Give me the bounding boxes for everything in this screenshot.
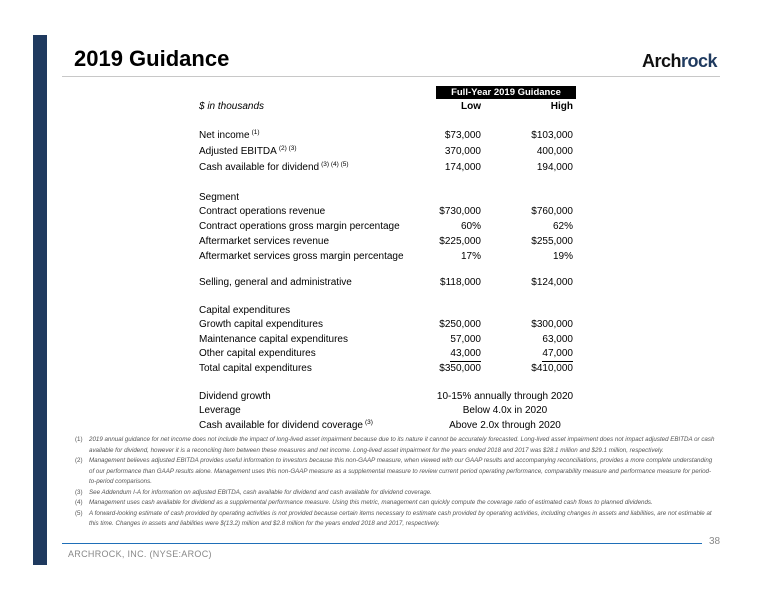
row-low-value: $118,000: [440, 277, 481, 288]
table-row: [199, 220, 579, 234]
row-label: Maintenance capital expenditures: [199, 334, 348, 345]
row-label: Adjusted EBITDA $^{(2) (3)}$: [199, 145, 297, 157]
row-high-value: 47,000: [542, 347, 573, 362]
row-low-value: $225,000: [439, 236, 481, 247]
row-high-value: $103,000: [531, 130, 573, 141]
row-low-value: 43,000: [450, 347, 481, 362]
row-label: Contract operations gross margin percentage: [199, 221, 400, 232]
row-high-value: 194,000: [536, 162, 573, 173]
footnote-item: [75, 435, 715, 456]
row-low-value: 60%: [460, 221, 481, 232]
footnote-text: See Addendum I-A for information on adjusted EBITDA, cash available for dividend and cash available for dividend coverage.: [89, 488, 432, 496]
col-high-header: High: [550, 101, 573, 112]
footnote-ref: (1): [251, 129, 260, 136]
row-high-value: $410,000: [531, 363, 573, 374]
footnote-number: (2): [75, 457, 83, 464]
footnote-item: [75, 498, 715, 509]
footnote-item: [75, 456, 715, 488]
sidebar-accent-bar: [33, 35, 47, 565]
table-row: [199, 276, 579, 290]
footnote-number: (3): [75, 488, 83, 496]
company-logo: Archrock: [642, 51, 718, 71]
row-label: Net income $^{(1)}$: [199, 129, 260, 141]
footnote-text: Management uses cash available for dividend as a supplemental performance measure. Using this metric, management can quickly compute the coverage ratio of estimated cash flows to planned dividends.: [89, 499, 653, 506]
row-high-value: 63,000: [542, 334, 573, 345]
row-label: Dividend growth: [199, 391, 271, 402]
row-label: Aftermarket services gross margin percentage: [199, 251, 404, 262]
table-row: [199, 250, 579, 264]
table-row: [199, 161, 579, 175]
row-low-value: $73,000: [444, 130, 481, 141]
row-low-value: $350,000: [439, 363, 481, 374]
page-number: 38: [709, 536, 721, 547]
row-label: Growth capital expenditures: [199, 319, 323, 330]
row-label: Aftermarket services revenue: [199, 236, 330, 247]
footnote-text: Management believes adjusted EBITDA provides useful information to investors because this non-GAAP measure, when viewed with our GAAP results and accompanying reconciliations, provides a more complete understanding of our performance than GAAP results alone. Management uses this non-GAAP measure as a supplemental measure to review current period operating performance, comparability measure and performance measure for period-to-period comparisons.: [89, 457, 713, 485]
row-label: Cash available for dividend coverage $^{(3)}$: [199, 419, 373, 431]
footnote-item: [75, 509, 715, 530]
row-high-value: $760,000: [531, 206, 573, 217]
row-label: Cash available for dividend $^{(3) (4) (5)}$: [199, 161, 349, 173]
row-high-value: $300,000: [531, 319, 573, 330]
footnote-number: (1): [75, 436, 83, 443]
footnote-ref: (3) (4) (5): [321, 161, 349, 168]
table-row: [199, 191, 579, 205]
row-high-value: 400,000: [536, 146, 573, 157]
row-label: Segment: [199, 192, 240, 203]
table-row: [199, 304, 579, 318]
row-high-value: $124,000: [531, 277, 573, 288]
table-row: [199, 205, 579, 219]
row-high-value: 62%: [552, 221, 573, 232]
row-low-value: 57,000: [450, 334, 481, 345]
row-span-value: 10-15% annually through 2020: [436, 391, 574, 402]
table-row: [199, 404, 579, 418]
row-span-value: Below 4.0x in 2020: [462, 405, 548, 416]
guidance-group-header: Full-Year 2019 Guidance: [436, 86, 576, 99]
units-label: $ in thousands: [199, 101, 265, 112]
table-row: [199, 347, 579, 361]
table-header-row: [199, 100, 579, 114]
table-row: [199, 419, 579, 433]
row-label: Total capital expenditures: [199, 363, 312, 374]
table-row: [199, 390, 579, 404]
footnote-text: 2019 annual guidance for net income does not include the impact of long-lived asset impairment because due to its nature it cannot be accurately forecasted. Long-lived asset impairment does not impact adjusted EBITDA or cash available for dividend, however it is a reconciling item between these measures and net income. Long-lived asset impairment for the years ended 2018 and 2017 was $28.1 million and $29.1 million, respectively.: [89, 436, 715, 454]
row-high-value: $255,000: [531, 236, 573, 247]
row-low-value: 174,000: [444, 162, 481, 173]
table-row: [199, 129, 579, 143]
title-divider: [62, 76, 720, 77]
footnote-item: [75, 488, 715, 499]
row-high-value: 19%: [552, 251, 573, 262]
row-label: Leverage: [199, 405, 241, 416]
row-label: Capital expenditures: [199, 305, 291, 316]
table-row: [199, 362, 579, 376]
table-row: [199, 318, 579, 332]
row-low-value: 17%: [460, 251, 481, 262]
footnotes: [75, 435, 715, 530]
footnote-text: A forward-looking estimate of cash provided by operating activities is not provided because certain items necessary to estimate cash provided by operating activities, including changes in assets and liabilities, are not estimable at this time. Changes in assets and liabilities were $(13.2) million and $2.8 million for the years ended 2018 and 2017, respectively.: [89, 509, 712, 527]
row-low-value: 370,000: [444, 146, 481, 157]
col-low-header: Low: [461, 101, 481, 112]
table-row: [199, 235, 579, 249]
row-label: Other capital expenditures: [199, 348, 316, 359]
footer-company: ARCHROCK, INC. (NYSE:AROC): [68, 549, 212, 559]
table-row: [199, 333, 579, 347]
footer-divider: [62, 543, 702, 544]
table-row: [199, 145, 579, 159]
footnote-number: (4): [75, 499, 83, 506]
row-span-value: Above 2.0x through 2020: [449, 420, 561, 431]
row-label: Contract operations revenue: [199, 206, 326, 217]
row-low-value: $730,000: [439, 206, 481, 217]
footnote-ref: (2) (3): [278, 145, 297, 152]
footnote-number: (5): [75, 509, 83, 517]
row-label: Selling, general and administrative: [199, 277, 352, 288]
page-title: 2019 Guidance: [74, 46, 230, 71]
footnote-ref: (3): [365, 419, 373, 426]
row-low-value: $250,000: [439, 319, 481, 330]
